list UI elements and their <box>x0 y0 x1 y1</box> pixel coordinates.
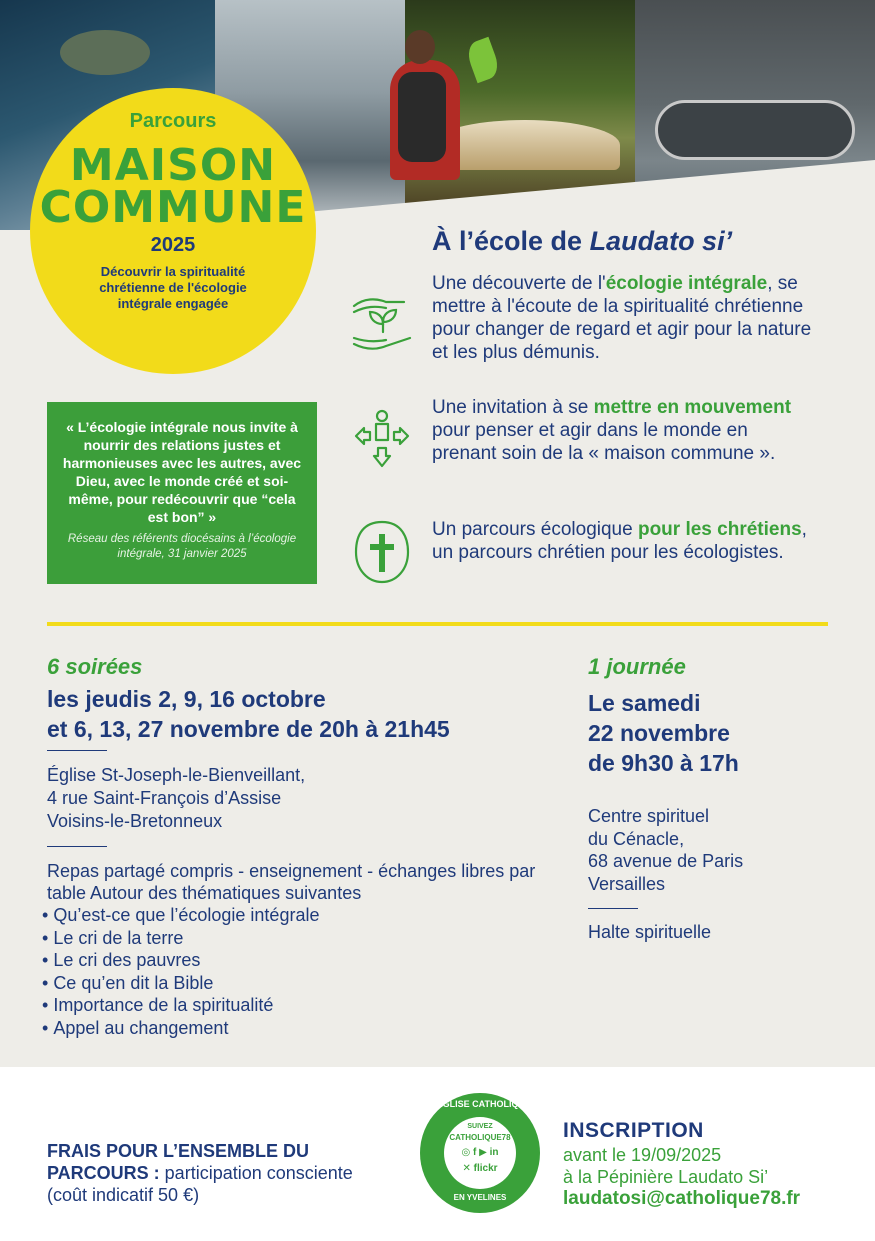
journee-place-line3: 68 avenue de Paris <box>588 851 744 871</box>
block-text: Une invitation à se <box>432 397 594 418</box>
soirees-label: 6 soirées <box>47 654 143 679</box>
frais-text <box>47 1140 367 1206</box>
block-text: Un parcours écologique <box>432 519 638 540</box>
inscription-place: à la Pépinière Laudato Si’ <box>563 1167 769 1187</box>
soirees-place-line3: Voisins-le-Bretonneux <box>47 811 223 831</box>
journee-date-line1: Le samedi <box>588 690 701 716</box>
topics-list <box>42 904 319 1040</box>
heading-prefix: À l’école de <box>432 226 590 256</box>
inscription-title: INSCRIPTION <box>563 1119 704 1142</box>
journee-label: 1 journée <box>588 654 686 679</box>
badge-pre-title: Parcours <box>129 110 217 132</box>
badge-title-line2: COMMUNE <box>39 182 307 233</box>
journee-place <box>588 805 743 895</box>
journee-halte: Halte spirituelle <box>588 922 712 942</box>
social-icons: ◎ f ▶ in <box>461 1147 499 1158</box>
quote-text: « L’écologie intégrale nous invite à nourrir des relations justes et harmonieuses avec les autres, avec Dieu, avec le monde créé et soi-même, pour redécouvrir que “cela est bon” » <box>62 419 302 525</box>
list-item: • Ce qu’en dit la Bible <box>42 972 319 995</box>
inscription-deadline: avant le 19/09/2025 <box>563 1145 722 1165</box>
inscription-email-link[interactable]: laudatosi@catholique78.fr <box>563 1188 801 1209</box>
flickr-icon: ✕ flickr <box>462 1163 498 1174</box>
intro-block-mouvement <box>432 396 812 465</box>
seal-arc-top: L'ÉGLISE CATHOLIQUE <box>429 1099 531 1109</box>
badge-subtitle: Découvrir la spiritualité chrétienne de l'écologie intégrale engagée <box>99 264 247 311</box>
badge-title-line1: MAISON <box>69 140 277 191</box>
journee-place-line4: Versailles <box>588 873 666 894</box>
block-highlight: pour les chrétiens <box>637 519 802 540</box>
seal-arc-bottom: EN YVELINES <box>453 1193 507 1202</box>
soirees-dates <box>47 684 567 744</box>
block-text: pour penser et agir dans le monde en prenant soin de la « maison commune ». <box>432 420 776 464</box>
journee-date-line2: 22 novembre <box>588 720 730 746</box>
soirees-place <box>47 764 305 833</box>
list-item: • Qu’est-ce que l’écologie intégrale <box>42 904 319 927</box>
block-text: , un parcours chrétien pour les écologistes. <box>432 519 807 563</box>
block-text: Une découverte de l' <box>432 273 606 294</box>
heading-italic: Laudato si’ <box>589 226 733 256</box>
short-divider <box>588 908 638 909</box>
seal-inner <box>444 1117 516 1189</box>
section-heading <box>432 226 732 257</box>
title-badge <box>30 88 316 374</box>
short-divider <box>47 750 107 751</box>
intro-block-ecologie <box>432 272 832 364</box>
quote-box <box>47 402 317 584</box>
soirees-place-line2: 4 rue Saint-François d’Assise <box>47 788 282 808</box>
soirees-place-line1: Église St-Joseph-le-Bienveillant, <box>47 765 306 785</box>
block-text: , se mettre à l'écoute de la spiritualité chrétienne pour changer de regard et agir pour la nature et les plus démunis. <box>432 273 812 363</box>
journee-date-line3: de 9h30 à 17h <box>588 750 739 776</box>
cross-leaf-icon <box>354 520 410 584</box>
hands-plant-icon <box>350 292 416 358</box>
badge-year: 2025 <box>150 234 196 256</box>
list-item: • Le cri de la terre <box>42 927 319 950</box>
list-item: • Importance de la spiritualité <box>42 994 319 1017</box>
seal-follow: SUIVEZ <box>467 1123 493 1130</box>
seal-name: CATHOLIQUE78 <box>449 1133 511 1142</box>
intro-block-chretiens <box>432 518 822 564</box>
block-highlight: écologie intégrale <box>605 273 768 294</box>
block-highlight: mettre en mouvement <box>593 397 792 418</box>
frais-label: FRAIS POUR L’ENSEMBLE DU PARCOURS : <box>47 1141 310 1183</box>
list-item: • Le cri des pauvres <box>42 949 319 972</box>
person-arrows-icon <box>352 408 412 468</box>
soirees-date-line1: les jeudis 2, 9, 16 octobre <box>47 686 326 712</box>
short-divider <box>47 846 107 847</box>
seal-flickr-label: flickr <box>473 1163 498 1174</box>
soirees-description: Repas partagé compris - enseignement - échanges libres par table Autour des thématiques suivantes <box>47 861 536 903</box>
quote-source: Réseau des référents diocésains à l’écologie intégrale, 31 janvier 2025 <box>67 533 297 560</box>
frais-value: participation consciente (coût indicatif 50 €) <box>47 1163 353 1205</box>
soirees-date-line2: et 6, 13, 27 novembre de 20h à 21h45 <box>47 716 450 742</box>
journee-place-line1: Centre spirituel <box>588 806 710 826</box>
section-divider <box>47 622 828 626</box>
list-item: • Appel au changement <box>42 1017 319 1040</box>
journee-dates <box>588 688 828 778</box>
catholique78-seal[interactable] <box>420 1093 540 1213</box>
journee-place-line2: du Cénacle, <box>588 828 685 849</box>
